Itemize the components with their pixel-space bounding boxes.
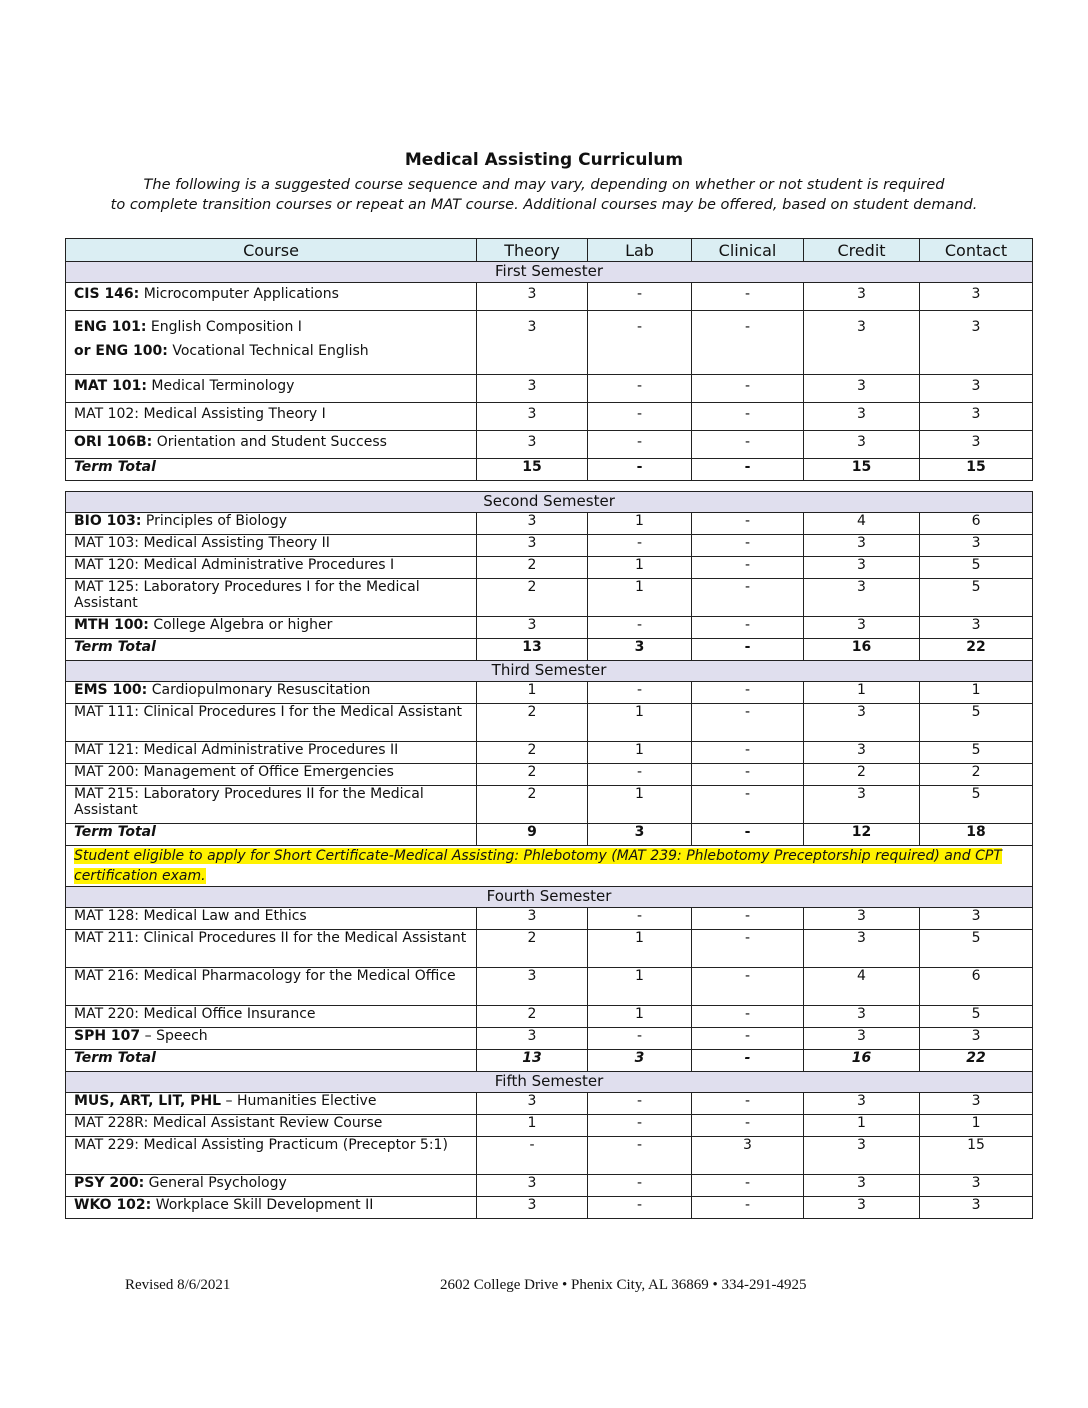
- total-lab: -: [588, 459, 692, 481]
- contact-hours: 1: [920, 682, 1033, 704]
- lab-hours: -: [588, 617, 692, 639]
- course-row: [66, 908, 1033, 930]
- col-header-clinical: Clinical: [692, 239, 804, 262]
- clinical-hours: -: [692, 311, 804, 375]
- lab-hours: 1: [588, 742, 692, 764]
- course-name: MAT 215: Laboratory Procedures II for the Medical Assistant: [66, 786, 477, 824]
- course-row: [66, 513, 1033, 535]
- course-name: ENG 101: English Composition I or ENG 100: Vocational Technical English: [66, 311, 477, 375]
- clinical-hours: -: [692, 908, 804, 930]
- term-total-label: Term Total: [66, 1050, 477, 1072]
- total-contact: 22: [920, 1050, 1033, 1072]
- term-total-label: Term Total: [66, 824, 477, 846]
- contact-hours: 3: [920, 1197, 1033, 1219]
- curriculum-description: [40, 175, 1048, 215]
- contact-hours: 5: [920, 930, 1033, 968]
- semester-header: Second Semester: [66, 492, 1033, 513]
- subtitle-line-2: to complete transition courses or repeat an MAT course. Additional courses may be offered, based on student demand.: [110, 197, 978, 213]
- total-theory: 9: [477, 824, 588, 846]
- course-name: MAT 229: Medical Assisting Practicum (Preceptor 5:1): [66, 1137, 477, 1175]
- total-theory: 13: [477, 1050, 588, 1072]
- total-contact: 15: [920, 459, 1033, 481]
- contact-hours: 3: [920, 1093, 1033, 1115]
- course-name: ORI 106B: Orientation and Student Success: [66, 431, 477, 459]
- contact-hours: 3: [920, 908, 1033, 930]
- term-total-label: Term Total: [66, 639, 477, 661]
- total-credit: 16: [804, 639, 920, 661]
- clinical-hours: -: [692, 535, 804, 557]
- course-name: MAT 228R: Medical Assistant Review Course: [66, 1115, 477, 1137]
- lab-hours: 1: [588, 557, 692, 579]
- credit-hours: 3: [804, 1137, 920, 1175]
- course-row: [66, 311, 1033, 375]
- contact-hours: 3: [920, 617, 1033, 639]
- course-name: MAT 120: Medical Administrative Procedures I: [66, 557, 477, 579]
- theory-hours: 2: [477, 1006, 588, 1028]
- contact-hours: 2: [920, 764, 1033, 786]
- credit-hours: 3: [804, 535, 920, 557]
- theory-hours: 2: [477, 557, 588, 579]
- theory-hours: 1: [477, 682, 588, 704]
- course-name: WKO 102: Workplace Skill Development II: [66, 1197, 477, 1219]
- col-header-contact: Contact: [920, 239, 1033, 262]
- theory-hours: 2: [477, 742, 588, 764]
- credit-hours: 2: [804, 764, 920, 786]
- term-total-row: [66, 824, 1033, 846]
- credit-hours: 3: [804, 1197, 920, 1219]
- theory-hours: 3: [477, 431, 588, 459]
- theory-hours: 3: [477, 1028, 588, 1050]
- clinical-hours: -: [692, 513, 804, 535]
- alternate-course: or ENG 100: Vocational Technical English: [74, 343, 369, 359]
- credit-hours: 3: [804, 742, 920, 764]
- contact-hours: 5: [920, 704, 1033, 742]
- clinical-hours: -: [692, 431, 804, 459]
- course-name: MAT 103: Medical Assisting Theory II: [66, 535, 477, 557]
- lab-hours: 1: [588, 579, 692, 617]
- course-row: [66, 1028, 1033, 1050]
- course-name: MAT 216: Medical Pharmacology for the Medical Office: [66, 968, 477, 1006]
- theory-hours: 3: [477, 968, 588, 1006]
- theory-hours: -: [477, 1137, 588, 1175]
- contact-hours: 3: [920, 375, 1033, 403]
- lab-hours: 1: [588, 704, 692, 742]
- lab-hours: -: [588, 1197, 692, 1219]
- clinical-hours: -: [692, 1006, 804, 1028]
- clinical-hours: -: [692, 579, 804, 617]
- credit-hours: 3: [804, 786, 920, 824]
- course-name: MAT 211: Clinical Procedures II for the Medical Assistant: [66, 930, 477, 968]
- credit-hours: 3: [804, 403, 920, 431]
- theory-hours: 3: [477, 403, 588, 431]
- theory-hours: 2: [477, 786, 588, 824]
- lab-hours: -: [588, 283, 692, 311]
- theory-hours: 3: [477, 908, 588, 930]
- total-credit: 15: [804, 459, 920, 481]
- course-name: CIS 146: Microcomputer Applications: [66, 283, 477, 311]
- lab-hours: -: [588, 682, 692, 704]
- theory-hours: 3: [477, 1197, 588, 1219]
- course-row: [66, 403, 1033, 431]
- clinical-hours: -: [692, 1197, 804, 1219]
- credit-hours: 3: [804, 1006, 920, 1028]
- credit-hours: 4: [804, 968, 920, 1006]
- theory-hours: 3: [477, 1093, 588, 1115]
- course-row: [66, 557, 1033, 579]
- theory-hours: 2: [477, 764, 588, 786]
- certificate-note: Student eligible to apply for Short Certificate-Medical Assisting: Phlebotomy (MAT 239: Phlebotomy Preceptorship required) and CPT certification exam.: [74, 848, 1002, 884]
- course-name: MAT 128: Medical Law and Ethics: [66, 908, 477, 930]
- lab-hours: -: [588, 908, 692, 930]
- course-row: [66, 1175, 1033, 1197]
- lab-hours: -: [588, 764, 692, 786]
- contact-hours: 5: [920, 1006, 1033, 1028]
- lab-hours: -: [588, 1115, 692, 1137]
- total-clinical: -: [692, 459, 804, 481]
- lab-hours: -: [588, 1137, 692, 1175]
- credit-hours: 3: [804, 1028, 920, 1050]
- total-contact: 22: [920, 639, 1033, 661]
- header-row: [66, 239, 1033, 262]
- credit-hours: 3: [804, 557, 920, 579]
- total-lab: 3: [588, 639, 692, 661]
- course-row: [66, 742, 1033, 764]
- contact-hours: 3: [920, 431, 1033, 459]
- credit-hours: 3: [804, 579, 920, 617]
- clinical-hours: -: [692, 375, 804, 403]
- theory-hours: 3: [477, 283, 588, 311]
- lab-hours: 1: [588, 513, 692, 535]
- theory-hours: 1: [477, 1115, 588, 1137]
- contact-hours: 1: [920, 1115, 1033, 1137]
- contact-hours: 15: [920, 1137, 1033, 1175]
- credit-hours: 3: [804, 617, 920, 639]
- course-row: [66, 617, 1033, 639]
- course-row: [66, 1197, 1033, 1219]
- clinical-hours: -: [692, 557, 804, 579]
- clinical-hours: -: [692, 786, 804, 824]
- contact-hours: 6: [920, 513, 1033, 535]
- contact-hours: 5: [920, 786, 1033, 824]
- course-name: MAT 101: Medical Terminology: [66, 375, 477, 403]
- course-name: SPH 107 – Speech: [66, 1028, 477, 1050]
- course-name: BIO 103: Principles of Biology: [66, 513, 477, 535]
- credit-hours: 3: [804, 1093, 920, 1115]
- course-name: MAT 125: Laboratory Procedures I for the Medical Assistant: [66, 579, 477, 617]
- course-row: [66, 968, 1033, 1006]
- clinical-hours: -: [692, 968, 804, 1006]
- remaining-semesters-table: [65, 491, 1033, 1219]
- total-clinical: -: [692, 1050, 804, 1072]
- contact-hours: 3: [920, 1028, 1033, 1050]
- course-row: [66, 786, 1033, 824]
- course-row: [66, 930, 1033, 968]
- college-address: 2602 College Drive • Phenix City, AL 36869 • 334-291-4925: [440, 1277, 807, 1293]
- term-total-row: [66, 639, 1033, 661]
- semester-header: First Semester: [66, 262, 1033, 283]
- contact-hours: 6: [920, 968, 1033, 1006]
- credit-hours: 1: [804, 1115, 920, 1137]
- clinical-hours: -: [692, 764, 804, 786]
- course-row: [66, 1137, 1033, 1175]
- theory-hours: 2: [477, 579, 588, 617]
- contact-hours: 3: [920, 283, 1033, 311]
- col-header-course: Course: [66, 239, 477, 262]
- credit-hours: 4: [804, 513, 920, 535]
- total-lab: 3: [588, 1050, 692, 1072]
- lab-hours: 1: [588, 786, 692, 824]
- course-name: PSY 200: General Psychology: [66, 1175, 477, 1197]
- semester-header: Third Semester: [66, 661, 1033, 682]
- credit-hours: 3: [804, 431, 920, 459]
- clinical-hours: -: [692, 283, 804, 311]
- credit-hours: 3: [804, 311, 920, 375]
- lab-hours: 1: [588, 1006, 692, 1028]
- first-semester-table: [65, 238, 1033, 481]
- course-name: MAT 102: Medical Assisting Theory I: [66, 403, 477, 431]
- credit-hours: 3: [804, 283, 920, 311]
- course-row: [66, 535, 1033, 557]
- clinical-hours: 3: [692, 1137, 804, 1175]
- clinical-hours: -: [692, 1115, 804, 1137]
- course-name: MAT 220: Medical Office Insurance: [66, 1006, 477, 1028]
- credit-hours: 3: [804, 704, 920, 742]
- course-name: MAT 111: Clinical Procedures I for the Medical Assistant: [66, 704, 477, 742]
- clinical-hours: -: [692, 930, 804, 968]
- course-row: [66, 1115, 1033, 1137]
- lab-hours: -: [588, 1175, 692, 1197]
- total-credit: 16: [804, 1050, 920, 1072]
- lab-hours: -: [588, 1093, 692, 1115]
- lab-hours: -: [588, 403, 692, 431]
- term-total-row: [66, 1050, 1033, 1072]
- contact-hours: 5: [920, 557, 1033, 579]
- total-clinical: -: [692, 639, 804, 661]
- theory-hours: 3: [477, 513, 588, 535]
- semester-header: Fifth Semester: [66, 1072, 1033, 1093]
- clinical-hours: -: [692, 1175, 804, 1197]
- credit-hours: 3: [804, 1175, 920, 1197]
- lab-hours: 1: [588, 930, 692, 968]
- clinical-hours: -: [692, 742, 804, 764]
- course-row: [66, 579, 1033, 617]
- credit-hours: 1: [804, 682, 920, 704]
- course-row: [66, 431, 1033, 459]
- course-name: MUS, ART, LIT, PHL – Humanities Elective: [66, 1093, 477, 1115]
- course-row: [66, 283, 1033, 311]
- course-row: [66, 1006, 1033, 1028]
- term-total-row: [66, 459, 1033, 481]
- course-name: MTH 100: College Algebra or higher: [66, 617, 477, 639]
- course-name: MAT 200: Management of Office Emergencies: [66, 764, 477, 786]
- lab-hours: -: [588, 431, 692, 459]
- subtitle-line-1: The following is a suggested course sequence and may vary, depending on whether or not student is required: [143, 177, 945, 193]
- contact-hours: 3: [920, 1175, 1033, 1197]
- course-row: [66, 764, 1033, 786]
- contact-hours: 3: [920, 535, 1033, 557]
- semester-header: Fourth Semester: [66, 887, 1033, 908]
- credit-hours: 3: [804, 375, 920, 403]
- credit-hours: 3: [804, 930, 920, 968]
- total-lab: 3: [588, 824, 692, 846]
- course-row: [66, 375, 1033, 403]
- theory-hours: 3: [477, 1175, 588, 1197]
- theory-hours: 3: [477, 375, 588, 403]
- theory-hours: 3: [477, 535, 588, 557]
- lab-hours: 1: [588, 968, 692, 1006]
- course-name: MAT 121: Medical Administrative Procedures II: [66, 742, 477, 764]
- theory-hours: 2: [477, 930, 588, 968]
- col-header-theory: Theory: [477, 239, 588, 262]
- clinical-hours: -: [692, 1028, 804, 1050]
- course-row: [66, 682, 1033, 704]
- lab-hours: -: [588, 1028, 692, 1050]
- course-row: [66, 1093, 1033, 1115]
- lab-hours: -: [588, 535, 692, 557]
- revised-date: Revised 8/6/2021: [125, 1277, 231, 1293]
- contact-hours: 3: [920, 311, 1033, 375]
- term-total-label: Term Total: [66, 459, 477, 481]
- theory-hours: 2: [477, 704, 588, 742]
- lab-hours: -: [588, 311, 692, 375]
- total-credit: 12: [804, 824, 920, 846]
- col-header-credit: Credit: [804, 239, 920, 262]
- course-name: EMS 100: Cardiopulmonary Resuscitation: [66, 682, 477, 704]
- total-contact: 18: [920, 824, 1033, 846]
- theory-hours: 3: [477, 311, 588, 375]
- certificate-note-row: [66, 846, 1033, 887]
- page-title: Medical Assisting Curriculum: [404, 150, 684, 170]
- total-theory: 15: [477, 459, 588, 481]
- col-header-lab: Lab: [588, 239, 692, 262]
- clinical-hours: -: [692, 1093, 804, 1115]
- contact-hours: 5: [920, 742, 1033, 764]
- clinical-hours: -: [692, 682, 804, 704]
- total-clinical: -: [692, 824, 804, 846]
- total-theory: 13: [477, 639, 588, 661]
- credit-hours: 3: [804, 908, 920, 930]
- course-row: [66, 704, 1033, 742]
- contact-hours: 3: [920, 403, 1033, 431]
- contact-hours: 5: [920, 579, 1033, 617]
- lab-hours: -: [588, 375, 692, 403]
- theory-hours: 3: [477, 617, 588, 639]
- clinical-hours: -: [692, 617, 804, 639]
- clinical-hours: -: [692, 704, 804, 742]
- clinical-hours: -: [692, 403, 804, 431]
